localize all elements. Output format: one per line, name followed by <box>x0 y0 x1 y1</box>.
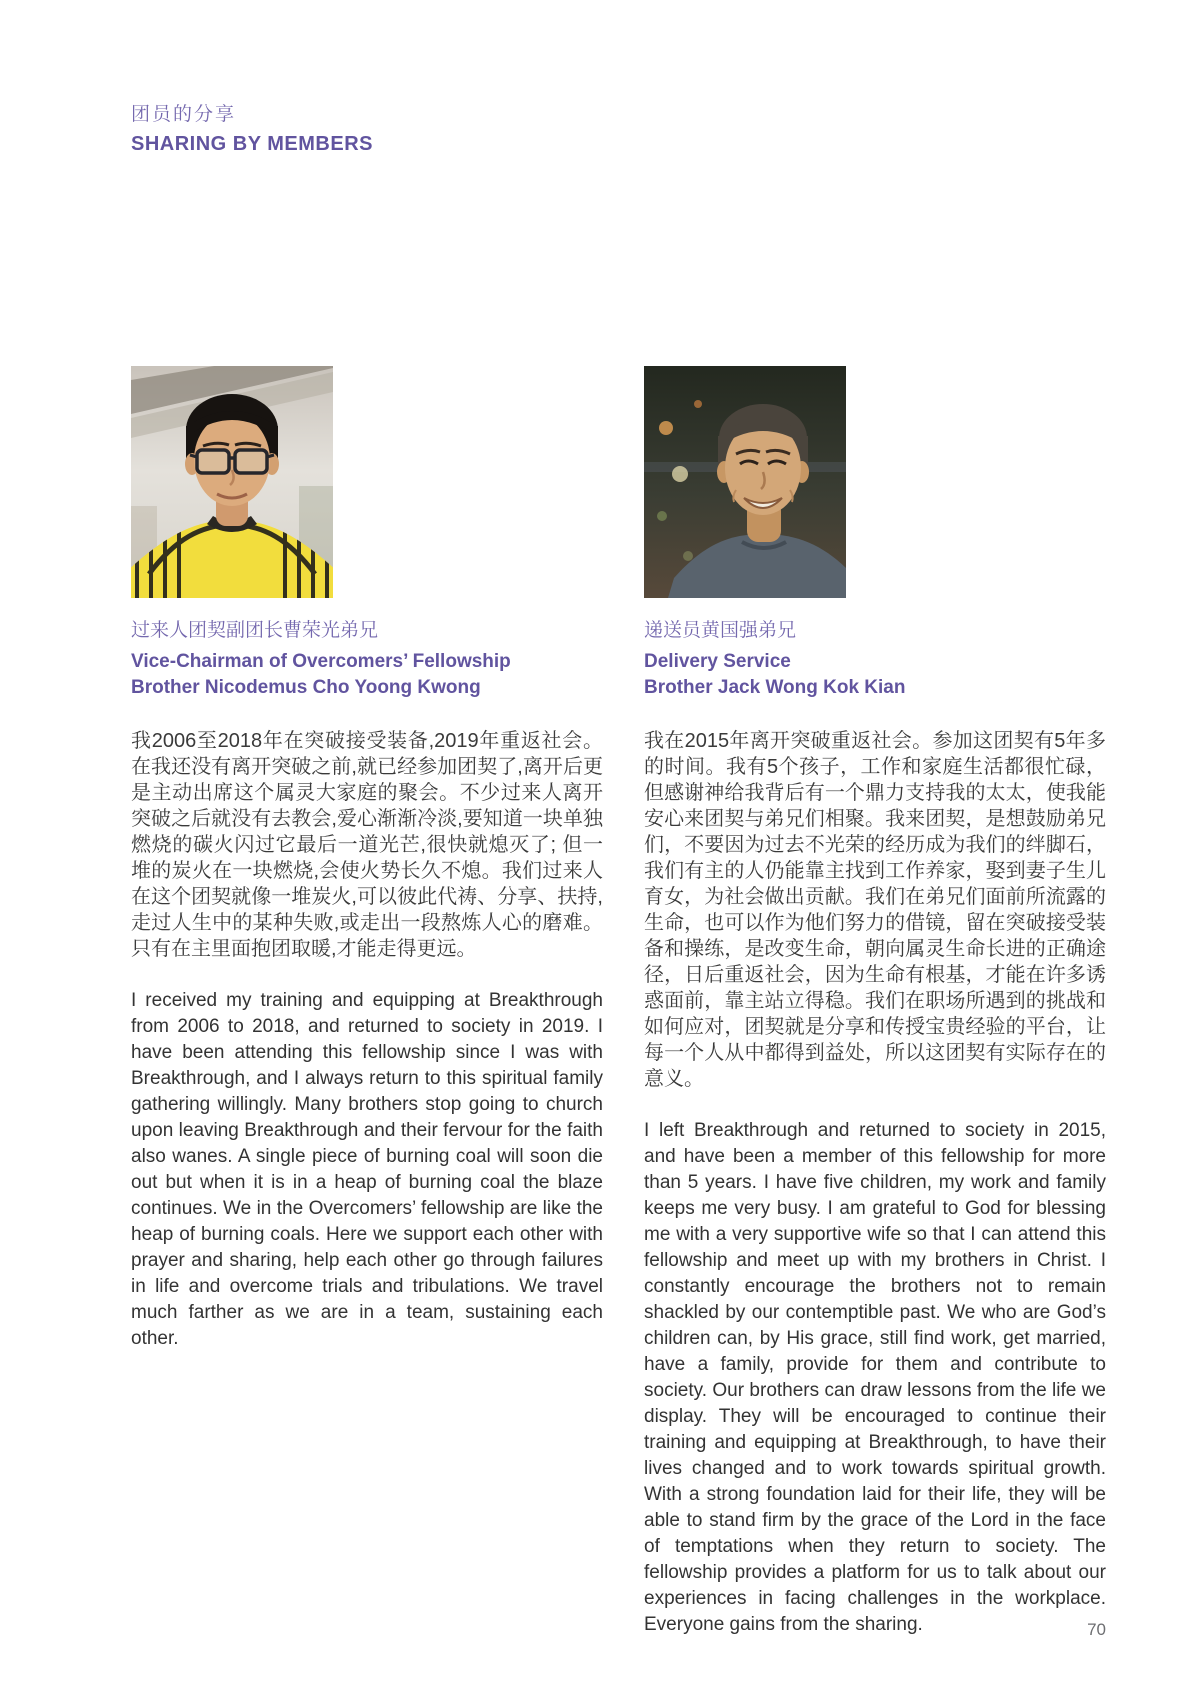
member-title-zh: 过来人团契副团长曹荣光弟兄 <box>131 620 379 641</box>
member-paragraph-zh: 我2006至2018年在突破接受装备,2019年重返社会。在我还没有离开突破之前,就已经参加团契了,离开后更是主动出席这个属灵大家庭的聚会。不少过来人离开突破之后就没有去教会,爱心渐渐冷淡,要知道一块单独燃烧的碳火闪过它最后一道光芒,很快就熄灭了; 但一堆的炭火在一块燃烧,会使火势长久不熄。我们过来人在这个团契就像一堆炭火,可以彼此代祷、分享、扶持,走过人生中的某种失败,或走出一段熬炼人心的磨难。只有在主里面抱团取暖,才能走得更远。 <box>131 730 603 960</box>
content-columns <box>131 366 1106 1638</box>
member-photo-nicodemus-illustration <box>131 366 333 598</box>
page-number: 70 <box>1087 1620 1106 1639</box>
member-profile-nicodemus <box>131 366 603 1352</box>
member-title-zh: 递送员黄国强弟兄 <box>644 620 797 641</box>
member-photo-jack <box>644 366 846 598</box>
member-paragraph-en: I received my training and equipping at Breakthrough from 2006 to 2018, and returned to society in 2019. I have been attending this fellowship since I was with Breakthrough, and I always return to this spiritual family gathering willingly. Many brothers stop going to church upon leaving Breakthrough and their fervour for the faith also wanes. A single piece of burning coal will soon die out but when it is in a heap of burning coal the blaze continues. We in the Overcomers’ fellowship are like the heap of burning coals. Here we support each other with prayer and sharing, help each other go through failures in life and overcome trials and tribulations. We travel much farther as we are in a team, sustaining each other. <box>131 990 603 1349</box>
member-name: Brother Jack Wong Kok Kian <box>644 677 906 698</box>
member-paragraph-en: I left Breakthrough and returned to society in 2015, and have been a member of this fellowship for more than 5 years. I have five children, my work and family keeps me very busy. I am grateful to God for blessing me with a very supportive wife so that I can attend this fellowship and meet up with my brothers in Christ. I constantly encourage the brothers not to remain shackled by our contemptible past. We who are God’s children can, by His grace, still find work, get married, have a family, provide for them and contribute to society. Our brothers can draw lessons from the life we display. They will be encouraged to continue their training and equipping at Breakthrough, to have their lives changed and to work towards spiritual growth. With a strong foundation laid for their life, they will be able to stand firm by the grace of the Lord in the face of temptations when they return to society. The fellowship provides a platform for us to talk about our experiences in facing challenges in the workplace. Everyone gains from the sharing. <box>644 1120 1106 1635</box>
member-name: Brother Nicodemus Cho Yoong Kwong <box>131 677 481 698</box>
page-title-en: SHARING BY MEMBERS <box>131 133 373 155</box>
member-photo-jack-illustration <box>644 366 846 598</box>
page-header <box>131 99 373 156</box>
member-photo-nicodemus <box>131 366 333 598</box>
member-title-en <box>644 649 1106 701</box>
member-title-en <box>131 649 603 701</box>
page-title-zh: 团员的分享 <box>131 104 237 125</box>
member-role: Delivery Service <box>644 651 791 672</box>
member-paragraph-zh: 我在2015年离开突破重返社会。参加这团契有5年多的时间。我有5个孩子，工作和家庭生活都很忙碌，但感谢神给我背后有一个鼎力支持我的太太，使我能安心来团契与弟兄们相聚。我来团契，是想鼓励弟兄们，不要因为过去不光荣的经历成为我们的绊脚石，我们有主的人仍能靠主找到工作养家，娶到妻子生儿育女，为社会做出贡献。我们在弟兄们面前所流露的生命，也可以作为他们努力的借镜，留在突破接受装备和操练，是改变生命，朝向属灵生命长进的正确途径，日后重返社会，因为生命有根基，才能在许多诱惑面前，靠主站立得稳。我们在职场所遇到的挑战和如何应对，团契就是分享和传授宝贵经验的平台，让每一个人从中都得到益处，所以这团契有实际存在的意义。 <box>644 730 1106 1090</box>
member-profile-jack <box>644 366 1106 1638</box>
member-role: Vice-Chairman of Overcomers’ Fellowship <box>131 651 511 672</box>
